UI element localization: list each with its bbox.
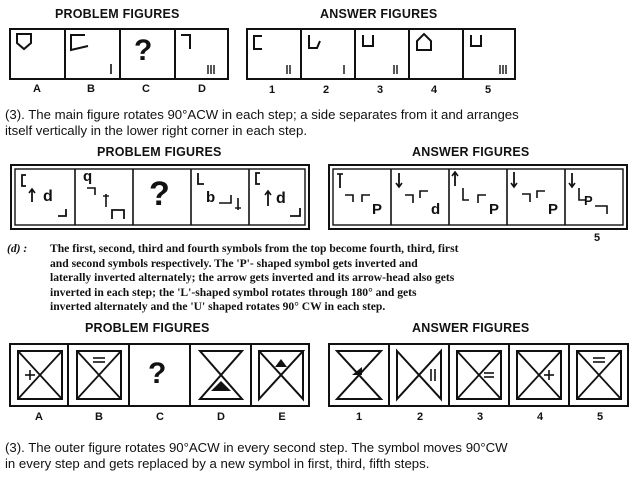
s1-label-b: B — [87, 83, 95, 95]
s2-symbol-d-2: d — [431, 201, 441, 218]
s3-explanation-line-1: (3). The outer figure rotates 90°ACW in every second step. The symbol moves 90°CW — [5, 440, 508, 455]
s2-explanation-line-5: inverted alternately and the 'U' shaped rotates 90° CW in each step. — [50, 300, 386, 314]
s3-answer-header: ANSWER FIGURES — [412, 321, 530, 335]
s1-answer-label-5: 5 — [484, 84, 492, 96]
s2-symbol-d-e: d — [276, 190, 286, 207]
s1-explanation-line-2: itself vertically in the lower right corner in each step. — [5, 123, 307, 138]
s2-symbol-b-d: b — [206, 189, 216, 206]
s3-answer-label-5: 5 — [596, 411, 604, 423]
s3-answer-label-2: 2 — [416, 411, 424, 423]
s2-explanation — [50, 242, 636, 315]
s3-answer-figures-drawing — [328, 343, 629, 407]
s3-label-a: A — [35, 411, 43, 423]
s1-label-d: D — [198, 83, 206, 95]
s3-label-e: E — [278, 411, 286, 423]
s2-explanation-line-4: inverted in each step; the 'L'-shaped symbol rotates through 180° and gets — [50, 285, 417, 299]
s2-answer-figures — [328, 164, 628, 230]
s2-explanation-line-2: and second symbols respectively. The 'P'- shaped symbol gets inverted and — [50, 256, 418, 270]
s2-answer-label-5: 5 — [593, 232, 601, 244]
s1-answer-figures-drawing — [246, 28, 516, 80]
s3-explanation — [5, 440, 635, 472]
s2-answer-figures-drawing — [328, 164, 628, 230]
s2-answer-header: ANSWER FIGURES — [412, 145, 530, 159]
s1-label-a: A — [33, 83, 41, 95]
s1-answer-figures — [246, 28, 516, 80]
s2-explanation-line-3: laterally inverted alternately; the arrow gets inverted and its arrow-head also gets — [50, 271, 455, 285]
s3-explanation-line-2: in every step and gets replaced by a new symbol in first, third, fifth steps. — [5, 456, 430, 471]
s3-label-c: C — [156, 411, 164, 423]
s2-symbol-p-5: P — [584, 193, 593, 208]
s2-symbol-p-3: P — [489, 201, 500, 218]
s2-symbol-d-a: d — [43, 188, 53, 205]
s2-problem-figures — [10, 164, 310, 230]
s1-problem-header: PROBLEM FIGURES — [55, 7, 180, 21]
s3-answer-label-3: 3 — [476, 411, 484, 423]
s2-symbol-p-4: P — [548, 201, 559, 218]
s2-question-mark: ? — [149, 175, 170, 213]
s3-answer-label-1: 1 — [355, 411, 363, 423]
s2-symbol-q-b: q — [83, 168, 93, 185]
s2-explanation-marker: (d) : — [7, 242, 28, 255]
s3-label-b: B — [95, 411, 103, 423]
s1-answer-header: ANSWER FIGURES — [320, 7, 438, 21]
s1-answer-label-3: 3 — [376, 84, 384, 96]
s3-label-d: D — [217, 411, 225, 423]
s3-problem-header: PROBLEM FIGURES — [85, 321, 210, 335]
s3-question-mark: ? — [148, 357, 167, 390]
s1-explanation — [5, 107, 635, 139]
s1-problem-figures — [9, 28, 229, 80]
s3-answer-figures — [328, 343, 629, 407]
s1-explanation-line-1: (3). The main figure rotates 90°ACW in each step; a side separates from it and arranges — [5, 107, 519, 122]
s2-explanation-line-1: The first, second, third and fourth symbols from the top become fourth, third, first — [50, 242, 459, 255]
s1-answer-label-4: 4 — [430, 84, 438, 96]
s1-problem-figures-drawing — [9, 28, 229, 80]
s3-answer-label-4: 4 — [536, 411, 544, 423]
s2-symbol-p-1: P — [372, 201, 383, 218]
s1-answer-label-2: 2 — [322, 84, 330, 96]
s1-label-c: C — [142, 83, 150, 95]
s1-answer-label-1: 1 — [268, 84, 276, 96]
s1-question-mark: ? — [134, 34, 153, 67]
s2-problem-header: PROBLEM FIGURES — [97, 145, 222, 159]
s3-problem-figures — [9, 343, 310, 407]
